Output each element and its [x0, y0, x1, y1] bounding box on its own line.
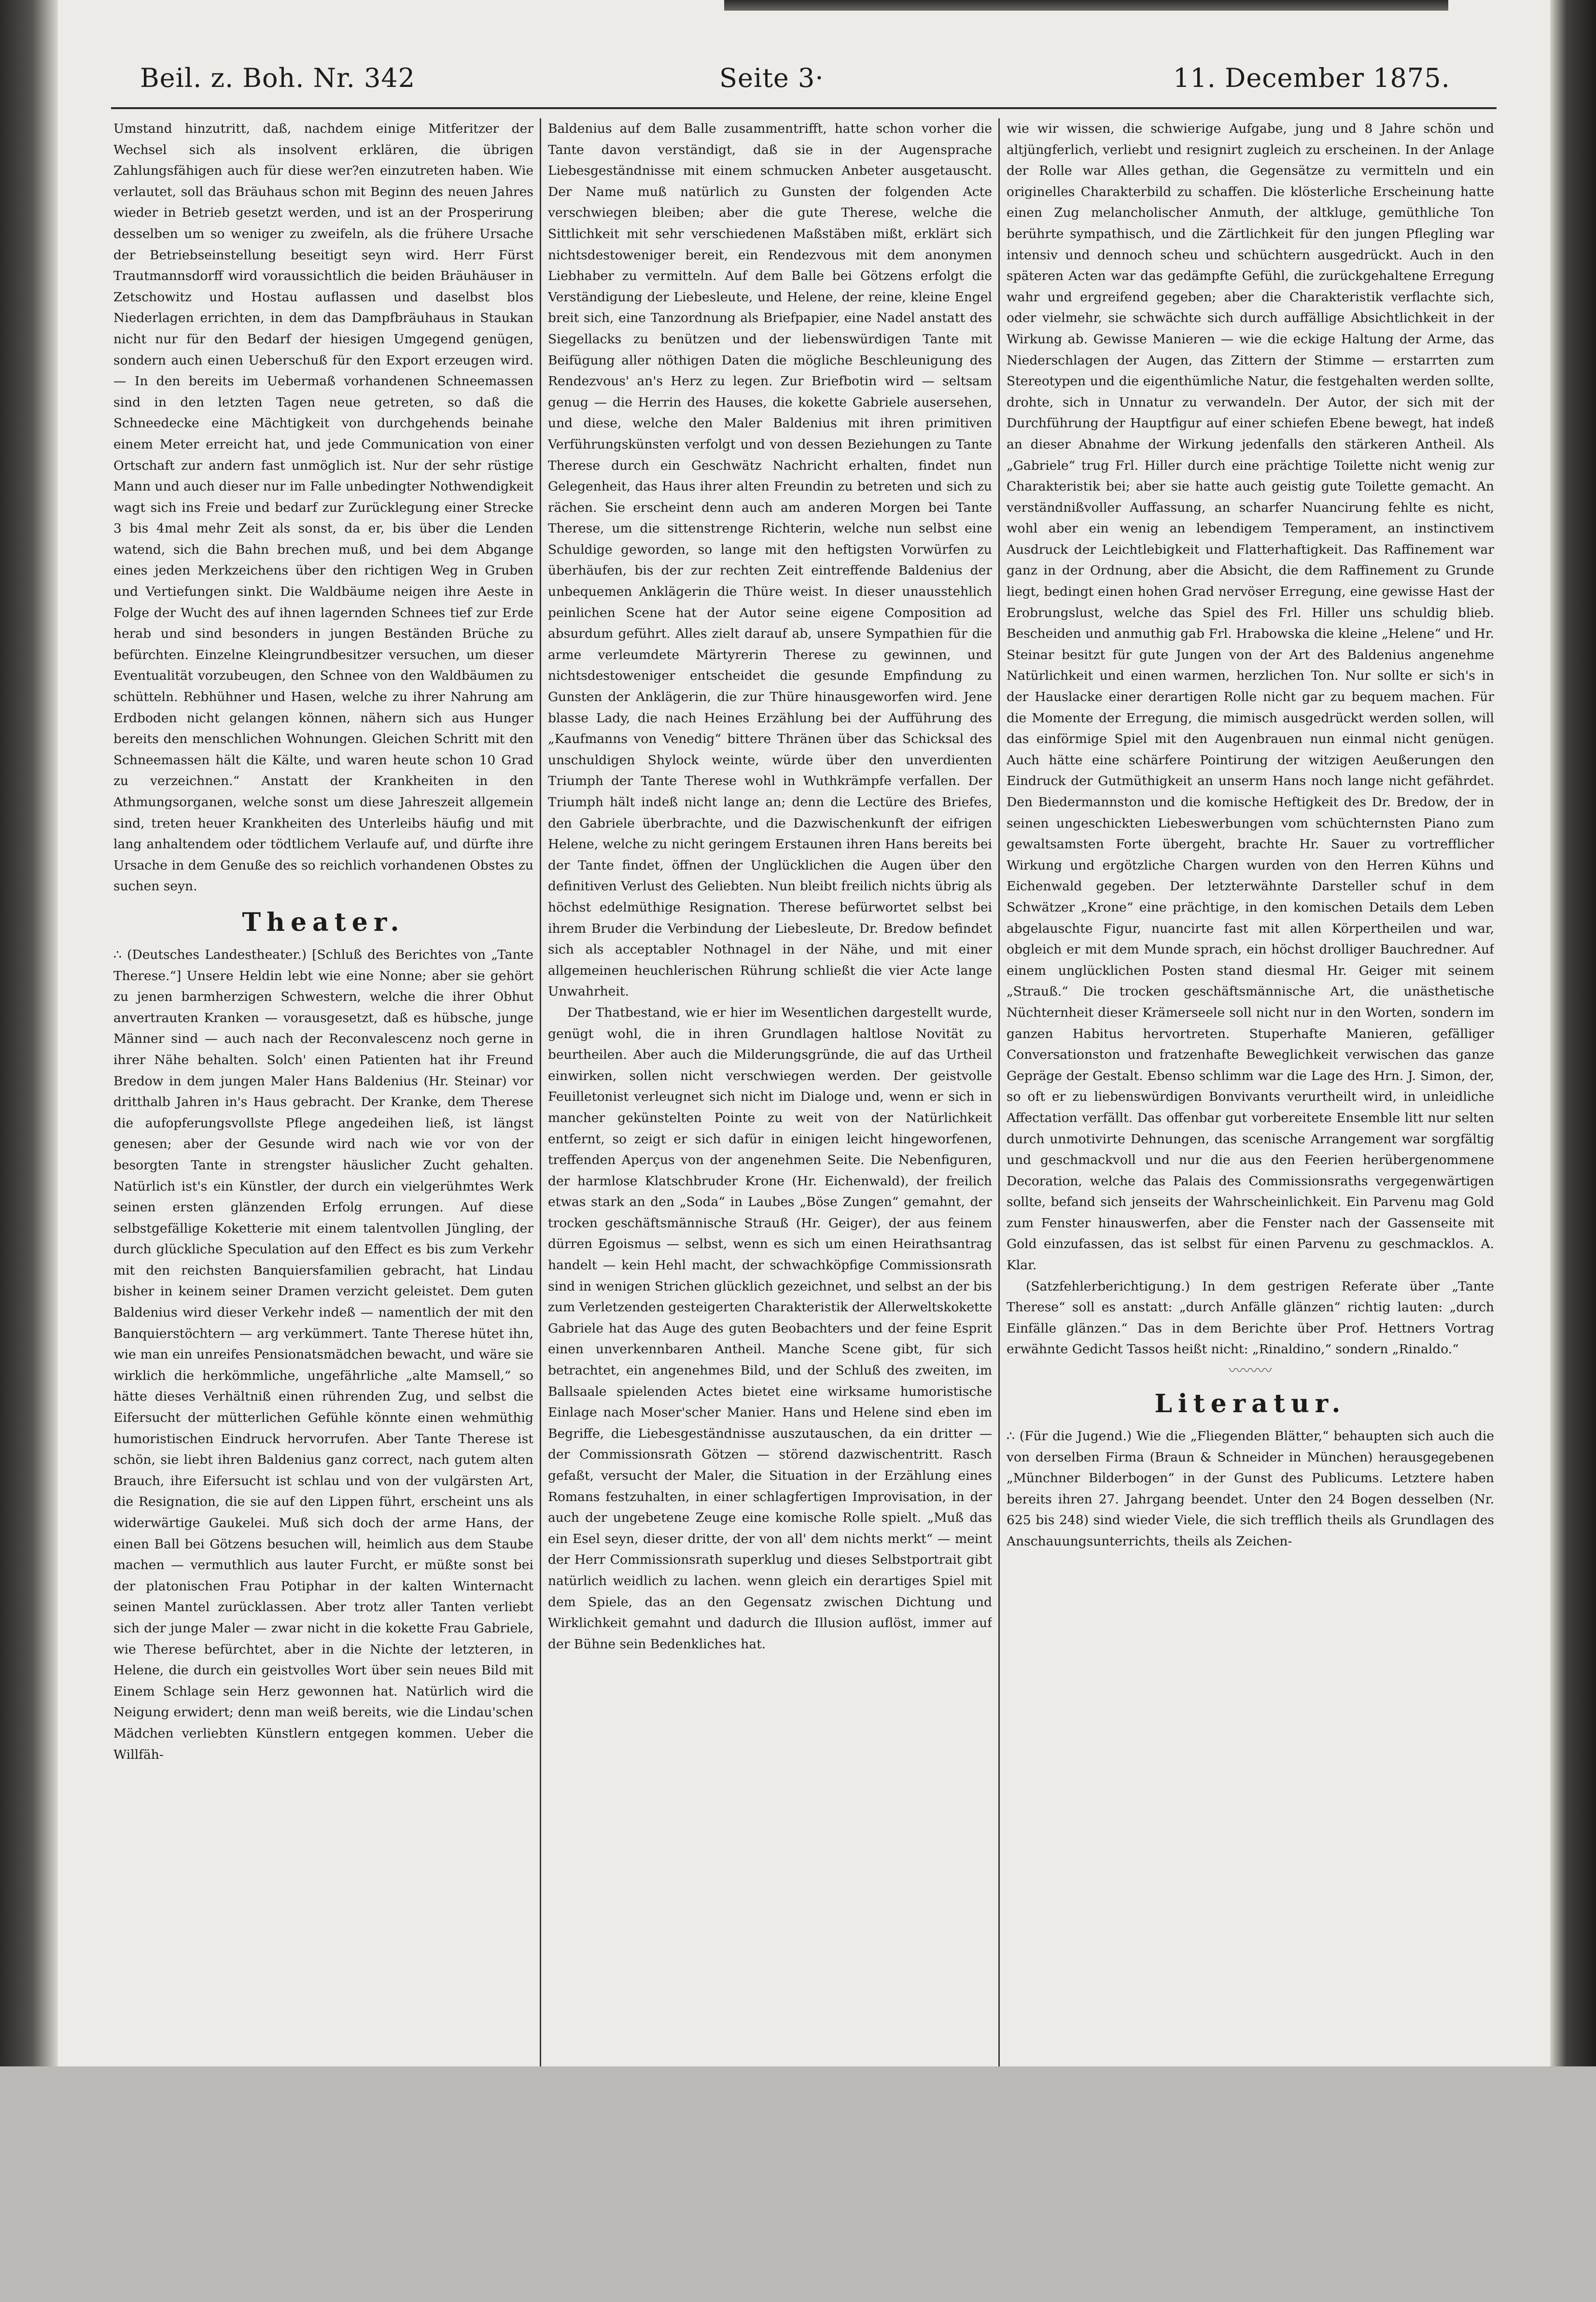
column-divider — [998, 118, 1000, 2066]
article-paragraph: Baldenius auf dem Balle zusammentrifft, hatte schon vorher die Tante davon verständigt, daß sie in der Augensprache Liebesgeständnisse mit einem schmucken Anbeter ausgetauscht. Der Name muß natürlich zu Gunsten der folgenden Acte verschwiegen bleiben; aber die gute Therese, welche die Sittlichkeit mit sehr verschiedenen Maßstäben mißt, erklärt sich nichtsdestoweniger bereit, ein Rendezvous mit dem anonymen Liebhaber zu vermitteln. Auf dem Balle bei Götzens erfolgt die Verständigung der Liebesleute, und Helene, der reine, kleine Engel breit sich, eine Tanzordnung als Briefpapier, eine Nadel anstatt des Siegellacks zu benützen und der liebenswürdigen Tante mit Beifügung aller nöthigen Daten die mögliche Beschleunigung des Rendezvous' an's Herz zu legen. Zur Briefbotin wird — seltsam genug — die Herrin des Hauses, die kokette Gabriele ausersehen, und diese, welche den Maler Baldenius mit ihren primitiven Verführungskünsten verfolgt und von dessen Beziehungen zu Tante Therese durch ein Geschwätz Nachricht erhalten, findet nun Gelegenheit, das Haus ihrer alten Freundin zu betreten und sich zu rächen. Sie erscheint denn auch am anderen Morgen bei Tante Therese, um die sittenstrenge Richterin, welche nun selbst eine Schuldige geworden, so lange mit den heftigsten Vorwürfen zu überhäufen, bis der zur rechten Zeit eintreffende Baldenius der unbequemen Anklägerin die Thüre weist. In dieser unausstehlich peinlichen Scene hat der Autor seine eigene Composition ad absurdum geführt. Alles zielt darauf ab, unsere Sympathien für die arme verleumdete Märtyrerin Therese zu gewinnen, und nichtsdestoweniger entscheidet die gesunde Empfindung zu Gunsten der Anklägerin, die zur Thüre hinausgeworfen wird. Jene blasse Lady, die nach Heines Erzählung bei der Aufführung des „Kaufmanns von Venedig“ bittere Thränen über das Schicksal des unschuldigen Shylock weinte, würde über den unverdienten Triumph der Tante Therese wohl in Wuthkrämpfe verfallen. Der Triumph hält indeß nicht lange an; denn die Lectüre des Briefes, den Gabriele überbrachte, und die Dazwischenkunft der eifrigen Helene, welche zu nicht geringem Erstaunen ihren Hans bereits bei der Tante findet, öffnen der Unglücklichen die Augen über den definitiven Verlust des Geliebten. Nun bleibt freilich nichts übrig als höchst edelmüthige Resignation. Therese befürwortet selbst bei ihrem Bruder die Verbindung der Liebesleute, Dr. Bredow befindet sich als acceptabler Nothnagel in der Nähe, und mit einer allgemeinen heuchlerischen Rührung schließt die vier Acte lange Unwahrheit. — [548, 121, 992, 999]
scan-background — [0, 2066, 1596, 2302]
column-2 — [548, 118, 992, 2066]
column-1 — [113, 118, 533, 2066]
article-paragraph: Der Thatbestand, wie er hier im Wesentlichen dargestellt wurde, genügt wohl, die in ihren Grundlagen haltlose Novität zu beurtheilen. Aber auch die Milderungsgründe, die auf das Urtheil einwirken, sollen nicht verschwiegen werden. Der geistvolle Feuilletonist verleugnet sich nicht im Dialoge und, wenn er sich in mancher gekünstelten Pointe zu weit von der Natürlichkeit entfernt, so zeigt er sich dafür in einigen leicht hingeworfenen, treffenden Aperçus von der angenehmen Seite. Die Nebenfiguren, der harmlose Klatschbruder Krone (Hr. Eichenwald), der freilich etwas stark an den „Soda“ in Laubes „Böse Zungen“ gemahnt, der trocken geschäftsmännische Strauß (Hr. Geiger), der aus feinem dürren Egoismus — selbst, wenn es sich um einen Heirathsantrag handelt — kein Hehl macht, der schwachköpfige Commissionsrath sind in wenigen Strichen glücklich gezeichnet, und selbst an der bis zum Verletzenden gesteigerten Charakteristik der Allerweltskokette Gabriele hat das Auge des guten Beobachters und der feine Esprit einen unverkennbaren Antheil. Manche Scene gibt, für sich betrachtet, ein angenehmes Bild, und der Schluß des zweiten, im Ballsaale spielenden Actes bietet eine wirksame humoristische Einlage nach Moser'scher Manier. Hans und Helene sind eben im Begriffe, die Liebesgeständnisse auszutauschen, da ein dritter — der Commissionsrath Götzen — störend dazwischentritt. Rasch gefaßt, versucht der Maler, die Situation in der Erzählung eines Romans festzuhalten, in einer schlagfertigen Improvisation, in der auch der ungebetene Zeuge eine komische Rolle spielt. „Muß das ein Esel seyn, dieser dritte, der von all' dem nichts merkt“ — meint der Herr Commissionsrath superklug und dieses Selbstportrait gibt natürlich weidlich zu lachen. wenn gleich ein derartiges Spiel mit dem Spiele, das an den Gegensatz zwischen Dichtung und Wirklichkeit gemahnt und dadurch die Illusion auflöst, immer auf der Bühne sein Bedenkliches hat. — [548, 1005, 992, 1652]
article-paragraph: wie wir wissen, die schwierige Aufgabe, jung und 8 Jahre schön und altjüngferlich, verliebt und resignirt zugleich zu erscheinen. In der Anlage der Rolle war Alles gethan, die Gegensätze zu vermitteln und ein originelles Charakterbild zu schaffen. Die klösterliche Erscheinung hatte einen Zug melancholischer Anmuth, der altkluge, gemüthliche Ton berührte sympathisch, und die Zärtlichkeit für den jungen Pflegling war intensiv und dennoch scheu und schüchtern ausgedrückt. Auch in den späteren Acten war das gedämpfte Gefühl, die zurückgehaltene Erregung wahr und ergreifend gegeben; aber die Charakteristik verflachte sich, oder vielmehr, sie schwächte sich durch auffällige Absichtlichkeit in der Wirkung ab. Gewisse Manieren — wie die eckige Haltung der Arme, das Niederschlagen der Augen, das Zittern der Stimme — erstarrten zum Stereotypen und die eigenthümliche Natur, die festgehalten werden sollte, drohte, sich in Unnatur zu verwandeln. Der Autor, der sich mit der Durchführung der Hauptfigur auf einer schiefen Ebene bewegt, hat indeß an dieser Abnahme der Wirkung jedenfalls den stärkeren Antheil. Als „Gabriele“ trug Frl. Hiller durch eine prächtige Toilette nicht wenig zur Charakteristik bei; aber sie hatte auch geistig gute Toilette gemacht. An verständnißvoller Auffassung, an scharfer Nuancirung fehlte es nicht, wohl aber ein wenig an lebendigem Temperament, an instinctivem Ausdruck der Leichtlebigkeit und Flatterhaftigkeit. Das Raffinement war ganz in der Ordnung, aber die Absicht, die dem Raffinement zu Grunde liegt, bedingt einen hohen Grad nervöser Erregung, eine gewisse Hast der Erobrungslust, welche das Spiel des Frl. Hiller uns schuldig blieb. Bescheiden und anmuthig gab Frl. Hrabowska die kleine „Helene“ und Hr. Steinar besitzt für gute Jungen von der Art des Baldenius angenehme Natürlichkeit und einen warmen, herzlichen Ton. Nur sollte er sich's in der Hauslacke einer derartigen Rolle nicht gar zu bequem machen. Für die Momente der Erregung, die mimisch ausgedrückt werden sollen, will das einförmige Spiel mit den Augenbrauen nun einmal nicht genügen. Auch hätte eine schärfere Pointirung der witzigen Aeußerungen den Eindruck der Gutmüthigkeit an unserm Hans noch lange nicht gefährdet. Den Biedermannston und die komische Heftigkeit des Dr. Bredow, der in seinen ungeschickten Liebeswerbungen vom schüchternsten Piano zum gewaltsamsten Forte übergeht, brachte Hr. Sauer zu vortrefflicher Wirkung und ergötzliche Chargen wurden von den Herren Kühns und Eichenwald gegeben. Der letzterwähnte Darsteller schuf in dem Schwätzer „Krone“ eine prächtige, in den komischen Details dem Leben abgelauschte Figur, nuancirte fast mit allen Körpertheilen und war, obgleich er mit dem Munde sprach, ein höchst drolliger Bauchredner. Auf einem unglücklichen Posten stand diesmal Hr. Geiger mit seinem „Strauß.“ Die trocken geschäftsmännische Art, die unästhetische Nüchternheit dieser Krämerseele soll nicht nur in den Worten, sondern im ganzen Habitus hervortreten. Stuperhafte Manieren, gefälliger Conversationston und fratzenhafte Beweglichkeit verwischen das ganze Gepräge der Gestalt. Ebenso schlimm war die Lage des Hrn. J. Simon, der, so oft er zu liebenswürdigen Bonvivants verurtheilt wird, in unleidliche Affectation verfällt. Das offenbar gut vorbereitete Ensemble litt nur selten durch unmotivirte Dehnungen, das scenische Arrangement war sorgfältig und geschmackvoll und nur die aus den Feerien herübergenommene Decoration, welche das Palais des Commissionsraths vergegenwärtigen sollte, befand sich jenseits der Wahrscheinlichkeit. Ein Parvenu mag Gold zum Fenster hinauswerfen, aber die Fenster nach der Gassenseite mit Gold einzufassen, das ist selbst für einen Parvenu zu geschmacklos. A. Klar. — [1007, 121, 1494, 1273]
column-divider — [540, 118, 541, 2066]
article-paragraph: ∴ (Für die Jugend.) Wie die „Fliegenden Blätter,“ behaupten sich auch die von derselben Firma (Braun & Schneider in München) herausgegebenen „Münchner Bilderbogen“ in der Gunst des Publicums. Letztere haben bereits ihren 27. Jahrgang beendet. Unter den 24 Bogen desselben (Nr. 625 bis 248) sind wieder Viele, die sich trefflich theils als Grundlagen des Anschauungsunterrichts, theils als Zeichen- — [1007, 1429, 1494, 1549]
section-title-literatur: Literatur. — [1154, 1389, 1346, 1419]
header-rule — [111, 107, 1497, 109]
top-shadow-strip — [724, 0, 1448, 11]
header-page-number: Seite 3· — [719, 63, 824, 93]
column-3 — [1007, 118, 1494, 2066]
separator-ornament: 〰〰〰 — [1229, 1362, 1272, 1380]
article-paragraph: ∴ (Deutsches Landestheater.) [Schluß des Berichtes von „Tante Therese.“] Unsere Heldin lebt wie eine Nonne; aber sie gehört zu jenen barmherzigen Schwestern, welche die ihrer Obhut anvertrauten Kranken — vorausgesetzt, daß es hübsche, junge Männer sind — auch nach der Reconvalescenz noch gerne in ihrer Nähe behalten. Solch' einen Patienten hat ihr Freund Bredow in dem jungen Maler Hans Baldenius (Hr. Steinar) vor dritthalb Jahren in's Haus gebracht. Der Kranke, dem Therese die aufopferungsvollste Pflege angedeihen ließ, ist längst genesen; aber der Gesunde wird nach wie vor von der besorgten Tante in strengster häuslicher Zucht gehalten. Natürlich ist's ein Künstler, der durch ein vielgerühmtes Werk seinen ersten glänzenden Erfolg errungen. Auf diese selbstgefällige Koketterie mit einem talentvollen Jüngling, der durch glückliche Speculation auf den Effect es bis zum Verkehr mit den reichsten Banquiersfamilien gebracht, hat Lindau bisher in keinem seiner Dramen verzicht geleistet. Dem guten Baldenius wird dieser Verkehr indeß — namentlich der mit den Banquierstöchtern — arg verkümmert. Tante Therese hütet ihn, wie man ein unreifes Pensionatsmädchen bewacht, und wäre sie wirklich die herkömmliche, ungefährliche „alte Mamsell,“ so hätte dieses Verhältniß einen rührenden Zug, und selbst die Eifersucht der mütterlichen Gefühle könnte einen wehmüthig humoristischen Eindruck hervorrufen. Aber Tante Therese ist schön, sie liebt ihren Baldenius ganz correct, nach gutem alten Brauch, ihre Eifersucht ist schlau und von der vulgärsten Art, die Resignation, die sie auf den Lippen führt, erscheint uns als widerwärtige Gaukelei. Muß sich doch der arme Hans, der einen Ball bei Götzens besuchen will, heimlich aus dem Staube machen — vermuthlich aus lauter Furcht, er müßte sonst bei der platonischen Frau Potiphar in der kalten Winternacht seinen Mantel zurücklassen. Aber trotz aller Tanten verliebt sich der junge Maler — zwar nicht in die kokette Frau Gabriele, wie Therese befürchtet, aber in die Nichte der letzteren, in Helene, die durch ein geistvolles Wort über sein neues Bild mit Einem Schlage sein Herz gewonnen hat. Natürlich wird die Neigung erwidert; denn man weiß bereits, wie die Lindau'schen Mädchen verliebten Künstlern entgegen kommen. Ueber die Willfäh- — [113, 947, 533, 1762]
right-binding-edge — [1550, 0, 1596, 2066]
article-paragraph: Umstand hinzutritt, daß, nachdem einige Mitferitzer der Wechsel sich als insolvent erklären, die übrigen Zahlungsfähigen auch für diese wer?en einzutreten haben. Wie verlautet, soll das Bräuhaus schon mit Beginn des neuen Jahres wieder in Betrieb gesetzt werden, und ist an der Prosperirung desselben um so weniger zu zweifeln, als die frühere Ursache der Betriebseinstellung beseitigt seyn wird. Herr Fürst Trautmannsdorff wird voraussichtlich die beiden Bräuhäuser in Zetschowitz und Hostau auflassen und daselbst blos Niederlagen errichten, in dem das Dampfbräuhaus in Staukan nicht nur für den Bedarf der hiesigen Umgegend genügen, sondern auch einen Ueberschuß für den Export erzeugen wird. — In den bereits im Uebermaß vorhandenen Schneemassen sind in den letzten Tagen neue getreten, so daß die Schneedecke eine Mächtigkeit von durchgehends beinahe einem Meter erreicht hat, und jede Communication von einer Ortschaft zur andern fast unmöglich ist. Nur der sehr rüstige Mann und auch dieser nur im Falle unbedingter Nothwendigkeit wagt sich ins Freie und bedarf zur Zurücklegung einer Strecke 3 bis 4mal mehr Zeit als sonst, da er, bis über die Lenden watend, sich die Bahn brechen muß, und bei dem Abgange eines jeden Merkzeichens über den richtigen Weg in Gruben und Vertiefungen sinkt. Die Waldbäume neigen ihre Aeste in Folge der Wucht des auf ihnen lagernden Schnees tief zur Erde herab und sind besonders in jungen Beständen Brüche zu befürchten. Einzelne Kleingrundbesitzer versuchen, um dieser Eventualität vorzubeugen, den Schnee von den Waldbäumen zu schütteln. Rebhühner und Hasen, welche zu ihrer Nahrung am Erdboden nicht gelangen können, nähern sich aus Hunger bereits den menschlichen Wohnungen. Gleichen Schritt mit den Schneemassen hält die Kälte, und waren heute schon 10 Grad zu verzeichnen.“ Anstatt der Krankheiten in den Athmungsorganen, welche sonst um diese Jahreszeit allgemein sind, treten heuer Krankheiten des Unterleibs häufig und mit lang anhaltendem oder tödtlichem Verlaufe auf, und dürfte ihre Ursache in dem Genuße des so reichlich vorhandenen Obstes zu suchen seyn. — [113, 121, 533, 894]
header-date: 11. December 1875. — [1173, 63, 1450, 93]
left-page-edge — [0, 0, 58, 2066]
header-issue: Beil. z. Boh. Nr. 342 — [140, 63, 416, 93]
article-paragraph: (Satzfehlerberichtigung.) In dem gestrigen Referate über „Tante Therese“ soll es anstatt: „durch Anfälle glänzen“ richtig lauten: „durch Einfälle glänzen.“ Das in dem Berichte über Prof. Hettners Vortrag erwähnte Gedicht Tassos heißt nicht: „Rinaldino,“ sondern „Rinaldo.“ — [1007, 1278, 1494, 1357]
section-title-theater: Theater. — [242, 907, 405, 937]
